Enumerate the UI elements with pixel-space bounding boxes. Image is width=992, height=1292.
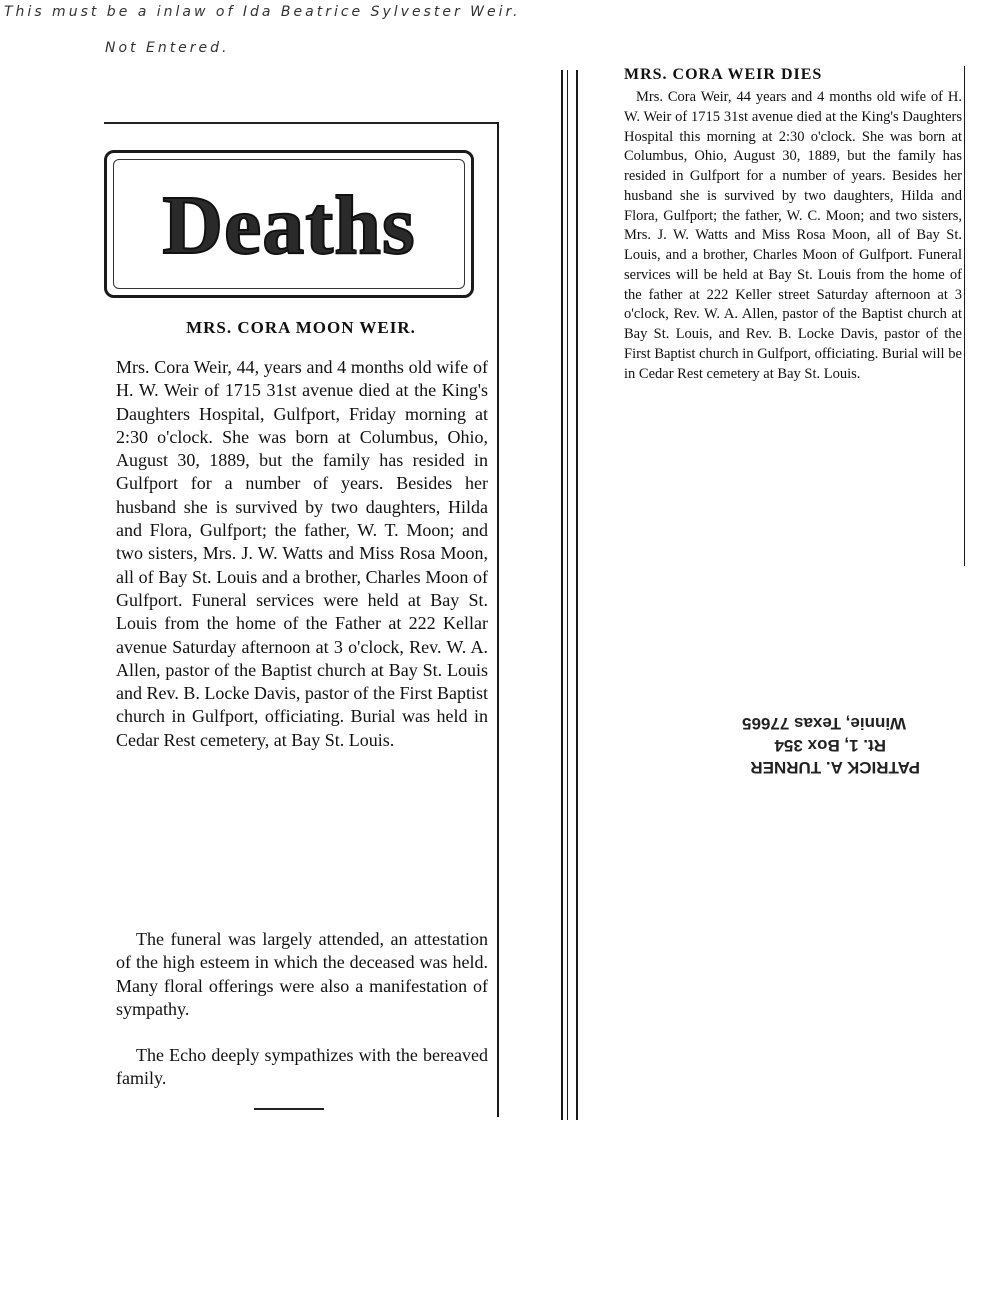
- column-rule: [497, 122, 499, 1117]
- obituary-headline: MRS. CORA MOON WEIR.: [186, 318, 416, 337]
- right-obituary-clipping: [612, 66, 964, 566]
- column-rule: [561, 70, 563, 1120]
- address-stamp: [720, 712, 920, 778]
- deaths-masthead: Deaths: [162, 179, 416, 272]
- deaths-masthead-box: [104, 150, 474, 298]
- obituary-paragraph-2: The funeral was largely attended, an attestation of the high esteem in which the deceased was held. Many floral offerings were also a manifestation of sympathy.: [116, 929, 488, 1019]
- closing-rule: [254, 1108, 324, 1110]
- stamp-line-2: Rt. 1, Box 354: [774, 736, 886, 755]
- obituary-paragraph-1: Mrs. Cora Weir, 44, years and 4 months old wife of H. W. Weir of 1715 31st avenue died at the King's Daughters Hospital, Gulfport, Friday morning at 2:30 o'clock. She was born at Columbus, Ohio, August 30, 1889, but the family has resided in Gulfport for a number of years. Besides her husband she is survived by two daughters, Hilda and Flora, Gulfport; the father, W. T. Moon; and two sisters, Mrs. J. W. Watts and Miss Rosa Moon, all of Bay St. Louis and a brother, Charles Moon of Gulfport. Funeral services were held at Bay St. Louis from the home of the Father at 222 Kellar avenue Saturday afternoon at 3 o'clock, Rev. W. A. Allen, pastor of the Baptist church at Bay St. Louis and Rev. B. Locke Davis, pastor of the First Baptist church in Gulfport, officiating. Burial was held in Cedar Rest cemetery, at Bay St. Louis.: [116, 357, 488, 750]
- stamp-line-3: Winnie, Texas 77665: [742, 714, 906, 733]
- obituary-paragraph-3: The Echo deeply sympathizes with the bereaved family.: [116, 1045, 488, 1089]
- top-rule: [104, 122, 498, 124]
- obituary-body: Mrs. Cora Weir, 44 years and 4 months old wife of H. W. Weir of 1715 31st avenue died at the King's Daughters Hospital this morning at 2:30 o'clock. She was born at Columbus, Ohio, August 30, 1889, but the family has resided in Gulfport for a number of years. Besides her husband she is survived by two daughters, Hilda and Flora, Gulfport; the father, W. C. Moon; and two sisters, Mrs. J. W. Watts and Miss Rosa Moon, all of Bay St. Louis, and a brother, Charles Moon of Gulfport. Funeral services will be held at Bay St. Louis from the home of the father at 222 Keller street Saturday afternoon at 3 o'clock, Rev. W. A. Allen, pastor of the Baptist church at Bay St. Louis, and Rev. B. Locke Davis, pastor of the First Baptist church in Gulfport, officiating. Burial will be in Cedar Rest cemetery at Bay St. Louis.: [624, 89, 962, 382]
- stamp-line-1: PATRICK A. TURNER: [750, 758, 920, 777]
- left-obituary-clipping: [104, 122, 498, 1112]
- handwritten-note-line-2: Not Entered.: [105, 40, 230, 56]
- column-rule: [964, 66, 965, 566]
- column-rule: [567, 70, 568, 1120]
- handwritten-note-line-1: This must be a inlaw of Ida Beatrice Sylvester Weir.: [4, 4, 521, 20]
- column-rule: [576, 70, 578, 1120]
- obituary-headline: MRS. CORA WEIR DIES: [624, 66, 823, 83]
